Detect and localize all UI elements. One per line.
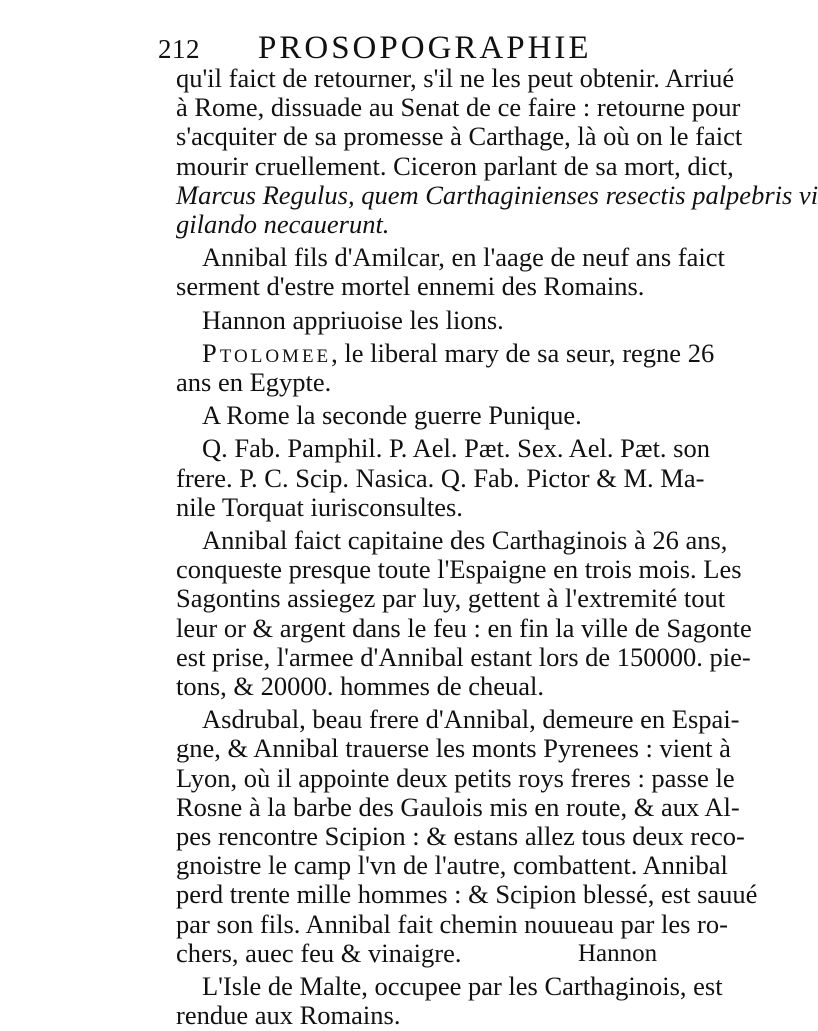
- catchword: Hannon: [578, 940, 658, 967]
- text-line: qu'il faict de retourner, s'il ne les peut obtenir. Arriué: [176, 63, 735, 93]
- text-line: mourir cruellement. Ciceron parlant de sa mort, dict,: [176, 150, 734, 181]
- body-text: [176, 63, 818, 1031]
- text-fragment: , le liberal mary de sa seur, regne 26: [331, 337, 715, 368]
- text-line: Annibal fils d'Amilcar, en l'aage de neuf ans faict: [202, 242, 725, 273]
- text-line: est prise, l'armee d'Annibal estant lors de 150000. pie-: [176, 641, 751, 672]
- text-line: gne, & Annibal trauerse les monts Pyrenees : vient à: [176, 733, 731, 764]
- text-line: A Rome la seconde guerre Punique.: [202, 400, 582, 431]
- text-line: par son fils. Annibal fait chemin nouueau par les ro-: [176, 908, 728, 939]
- text-line: tons, & 20000. hommes de cheual.: [176, 671, 544, 702]
- text-line: pes rencontre Scipion : & estans allez tous deux reco-: [176, 821, 745, 852]
- page-number: 212: [158, 34, 200, 64]
- text-line: Rosne à la barbe des Gaulois mis en route, & aux Al-: [176, 791, 740, 822]
- text-line: perd trente mille hommes : & Scipion blessé, est sauué: [176, 879, 758, 910]
- text-line: rendue aux Romains.: [176, 1000, 401, 1031]
- latin-quote-line: Marcus Regulus, quem Carthaginienses resectis palpebris vi: [176, 179, 818, 210]
- text-line: frere. P. C. Scip. Nasica. Q. Fab. Pictor & M. Ma-: [176, 462, 705, 493]
- text-line: à Rome, dissuade au Senat de ce faire : retourne pour: [176, 92, 741, 123]
- text-line: chers, auec feu & vinaigre.: [176, 937, 462, 968]
- text-line: Q. Fab. Pamphil. P. Ael. Pæt. Sex. Ael. Pæt. son: [202, 433, 710, 464]
- text-line: s'acquiter de sa promesse à Carthage, là où on le faict: [176, 121, 743, 152]
- running-title: PROSOPOGRAPHIE: [258, 30, 592, 66]
- text-line: Sagontins assiegez par luy, gettent à l'extremité tout: [176, 583, 726, 614]
- text-line: gnoistre le camp l'vn de l'autre, combattent. Annibal: [176, 850, 728, 881]
- ruler-name: Ptolomee: [202, 337, 332, 368]
- text-line: Annibal faict capitaine des Carthaginois à 26 ans,: [202, 525, 728, 556]
- text-line: ans en Egypte.: [176, 367, 332, 398]
- text-line: Asdrubal, beau frere d'Annibal, demeure en Espai-: [202, 704, 740, 735]
- text-line: nile Torquat iurisconsultes.: [176, 491, 463, 522]
- latin-quote-line: gilando necauerunt.: [176, 209, 390, 240]
- text-line: serment d'estre mortel ennemi des Romains.: [176, 271, 645, 302]
- text-line: L'Isle de Malte, occupee par les Carthaginois, est: [202, 971, 723, 1002]
- page-header: [158, 28, 618, 68]
- text-line: Lyon, où il appointe deux petits roys freres : passe le: [176, 762, 735, 793]
- text-line: Hannon appriuoise les lions.: [202, 304, 504, 335]
- text-line: conqueste presque toute l'Espaigne en trois mois. Les: [176, 554, 742, 585]
- text-line: leur or & argent dans le feu : en fin la ville de Sagonte: [176, 612, 752, 643]
- text-line: [176, 337, 715, 368]
